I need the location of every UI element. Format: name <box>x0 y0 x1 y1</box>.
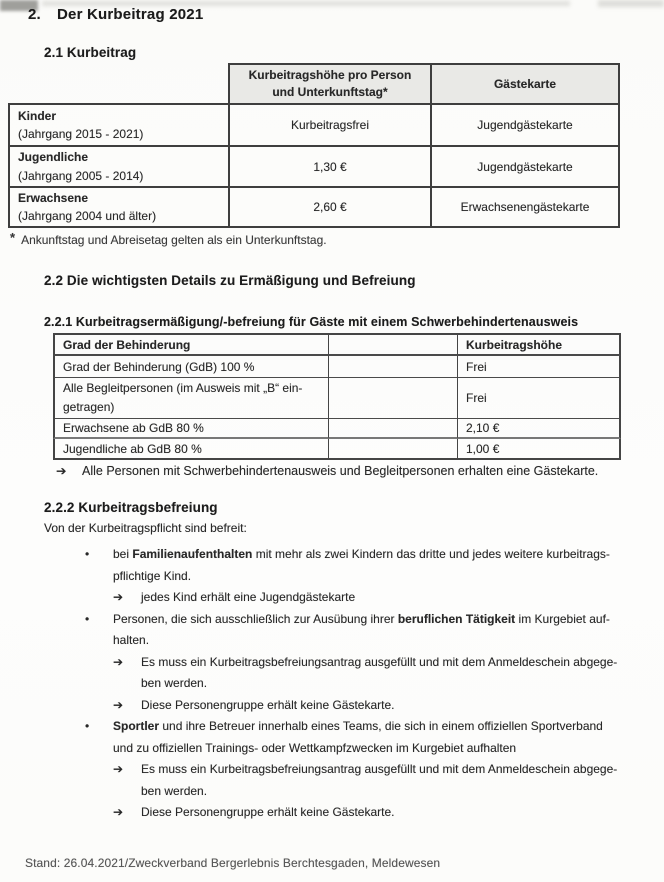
list-subitem: ➔ jedes Kind erhält eine Jugendgästekarte <box>0 587 664 609</box>
page-title <box>28 6 203 23</box>
list-item: • Personen, die sich ausschließlich zur Ausübung ihrer beruflichen Tätigkeit im Kurgebiet auf- <box>0 609 664 631</box>
table-cell-label: Grad der Behinderung (GdB) 100 % <box>53 356 328 378</box>
table-cell-label: Jugendliche ab GdB 80 % <box>53 439 328 460</box>
heading-2-2: 2.2 Die wichtigsten Details zu Ermäßigung und Befreiung <box>44 273 416 288</box>
table-cell-amount: 1,30 € <box>228 147 430 188</box>
heading-2-1: 2.1 Kurbeitrag <box>44 45 137 60</box>
table-header-empty <box>328 333 457 356</box>
table-header-spacer <box>8 63 228 103</box>
table-cell-empty <box>328 419 457 439</box>
section-number: 2. <box>28 6 41 23</box>
list-item-continuation: und zu offiziellen Trainings- oder Wettkampfzwecken im Kurgebiet aufhalten <box>113 740 517 755</box>
arrow-right-icon: ➔ <box>56 464 67 478</box>
befreiung-intro: Von der Kurbeitragspflicht sind befreit: <box>44 521 247 535</box>
table-cell-amount: 2,60 € <box>228 188 430 228</box>
table-cell-empty <box>328 439 457 460</box>
table-cell-amount: Kurbeitragsfrei <box>228 103 430 147</box>
table-cell-label: Alle Begleitpersonen (im Ausweis mit „B“ ein- getragen) <box>53 378 328 419</box>
list-subitem: ➔ Es muss ein Kurbeitragsbefreiungsantrag ausgefüllt und mit dem Anmeldeschein abgege- <box>0 652 664 674</box>
table-cell-empty <box>328 356 457 378</box>
kurbeitrag-table <box>8 63 620 228</box>
list-item: • bei Familienaufenthalten mit mehr als zwei Kindern das dritte und jedes weitere kurbeitrags- <box>0 544 664 566</box>
bullet-icon: • <box>85 611 90 626</box>
list-item-continuation: pflichtige Kind. <box>113 568 192 583</box>
table-row-label: Erwachsene (Jahrgang 2004 und älter) <box>8 188 228 228</box>
table-header-grad: Grad der Behinderung <box>53 333 328 356</box>
table-cell-card: Erwachsenengästekarte <box>430 188 620 228</box>
table-cell-empty <box>328 378 457 419</box>
bullet-icon: • <box>85 547 90 561</box>
list-subitem: ➔ Diese Personengruppe erhält keine Gästekarte. <box>0 802 664 824</box>
befreiung-list <box>0 544 664 824</box>
footnote-asterisk: * <box>10 230 16 245</box>
list-subitem-continuation: ben werden. <box>141 783 208 798</box>
table-header-hoehe: Kurbeitragshöhe <box>457 333 621 356</box>
document-footer: Stand: 26.04.2021/Zweckverband Bergerlebnis Berchtesgaden, Meldewesen <box>25 856 441 870</box>
bullet-icon: • <box>85 719 90 733</box>
arrow-right-icon: ➔ <box>113 590 124 604</box>
table-row-label: Kinder (Jahrgang 2015 - 2021) <box>8 103 228 147</box>
table-cell-amount: Frei <box>457 356 621 378</box>
table-cell-card: Jugendgästekarte <box>430 147 620 188</box>
list-item: • Sportler und ihre Betreuer innerhalb eines Teams, die sich in einem offiziellen Sportverband <box>0 716 664 738</box>
arrow-right-icon: ➔ <box>113 654 124 669</box>
page-title-text: Der Kurbeitrag 2021 <box>57 6 204 23</box>
table-row-label: Jugendliche (Jahrgang 2005 - 2014) <box>8 147 228 188</box>
table-cell-card: Jugendgästekarte <box>430 103 620 147</box>
arrow-right-icon: ➔ <box>113 805 124 819</box>
behinderung-table <box>53 333 621 460</box>
table-footnote: * Ankunftstag und Abreisetag gelten als ein Unterkunftstag. <box>10 230 327 247</box>
table-cell-label: Erwachsene ab GdB 80 % <box>53 419 328 439</box>
table-cell-amount: 1,00 € <box>457 439 621 460</box>
table-cell-amount: 2,10 € <box>457 419 621 439</box>
table-cell-amount: Frei <box>457 378 621 419</box>
list-subitem-continuation: ben werden. <box>141 676 208 690</box>
gaestekarte-note: ➔ Alle Personen mit Schwerbehindertenausweis und Begleitpersonen erhalten eine Gästekarte. <box>56 464 599 478</box>
table-header-amount: Kurbeitragshöhe pro Person und Unterkunftstag* <box>228 63 430 103</box>
scan-artifact <box>598 0 664 7</box>
list-subitem: ➔ Es muss ein Kurbeitragsbefreiungsantrag ausgefüllt und mit dem Anmeldeschein abgege- <box>0 759 664 781</box>
table-header-card: Gästekarte <box>430 63 620 103</box>
arrow-right-icon: ➔ <box>113 762 124 776</box>
arrow-right-icon: ➔ <box>113 697 124 712</box>
list-subitem: ➔ Diese Personengruppe erhält keine Gästekarte. <box>0 695 664 717</box>
heading-2-2-2: 2.2.2 Kurbeitragsbefreiung <box>44 500 218 515</box>
list-item-continuation: halten. <box>113 633 150 647</box>
heading-2-2-1: 2.2.1 Kurbeitragsermäßigung/-befreiung für Gäste mit einem Schwerbehindertenausweis <box>44 315 579 329</box>
